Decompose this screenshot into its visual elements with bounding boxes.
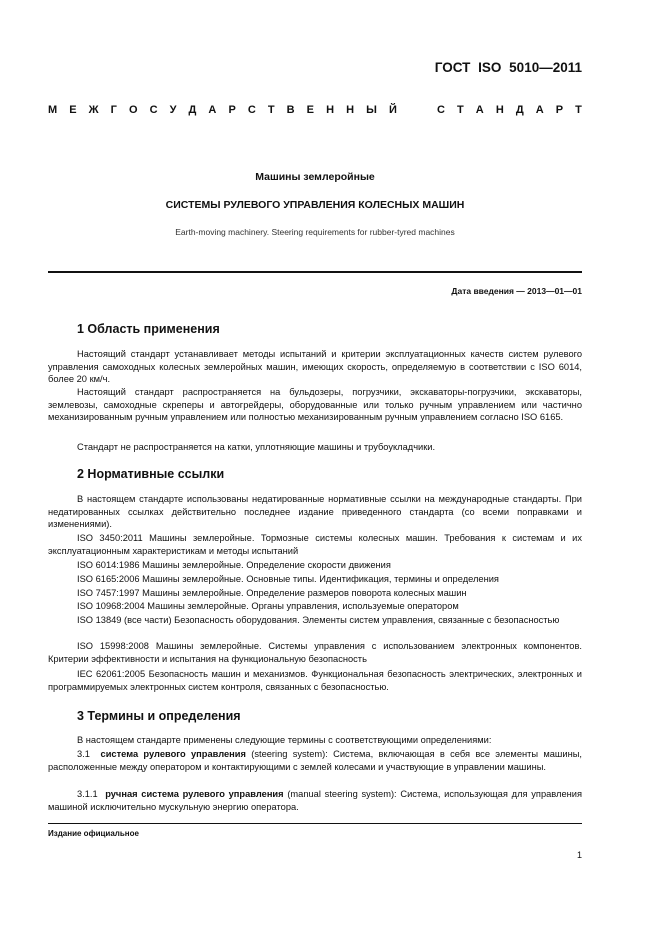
banner-letter: С (436, 104, 445, 116)
banner-letter: Д (515, 104, 524, 116)
banner-letter: Н (326, 104, 335, 116)
reference-item: IEC 62061:2005 Безопасность машин и механизмов. Функциональная безопасность электрических, электронных и программируемых электронных систем контроля, связанных с безопасностью. (48, 669, 582, 692)
definition-number: 3.1.1 (77, 789, 98, 799)
banner-letter: А (535, 104, 544, 116)
banner-letter: М (48, 104, 58, 116)
banner-letter: В (286, 104, 295, 116)
reference-item: ISO 3450:2011 Машины землеройные. Тормозные системы колесных машин. Требования к системам и их эксплуатационным характеристикам и методы испытаний (48, 533, 582, 556)
section-1-paragraph-3: Стандарт не распространяется на катки, уплотняющие машины и трубоукладчики. (77, 442, 436, 452)
banner-letter: А (475, 104, 484, 116)
banner-letter: О (128, 104, 138, 116)
section-3-heading: 3 Термины и определения (77, 709, 241, 723)
section-1-paragraph-1: Настоящий стандарт устанавливает методы испытаний и критерии эксплуатационных качеств систем рулевого управления самоходных колесных землеройных машин, имеющих скорость, определяемую в соответствии с ISO 6014, более 20 км/ч. (48, 349, 582, 384)
banner-letter: Е (306, 104, 315, 116)
definition-3-1 (48, 748, 582, 773)
document-title: СИСТЕМЫ РУЛЕВОГО УПРАВЛЕНИЯ КОЛЕСНЫХ МАШИН (165, 199, 465, 211)
section-2-paragraph-1: В настоящем стандарте использованы недатированные нормативные ссылки на международные стандарты. При недатированных ссылках действительно последнее издание приведенного стандарта (со всеми поправками и изменениями). (48, 494, 582, 529)
definition-3-1-1 (48, 788, 582, 813)
banner-letter: У (169, 104, 177, 116)
definition-text: (steering system): Система, включающая в себя все элементы машины, расположенные между оператором и контактирующими с землей колесами и участвующие в управлении машины. (48, 749, 582, 772)
definition-text: (manual steering system): Система, использующая для управления машиной исключительно мускульную энергию оператора. (48, 789, 582, 812)
section-1-heading: 1 Область применения (77, 322, 220, 336)
reference-item: ISO 6165:2006 Машины землеройные. Основные типы. Идентификация, термины и определения (77, 574, 499, 584)
banner-letter: Й (388, 104, 397, 116)
banner-letter: Р (555, 104, 564, 116)
banner-letter: Г (110, 104, 117, 116)
reference-item: ISO 15998:2008 Машины землеройные. Системы управления с использованием электронных компонентов. Критерии эффективности и испытания на функциональную безопасность (48, 641, 582, 664)
reference-item: ISO 13849 (все части) Безопасность оборудования. Элементы систем управления, связанные с безопасностью (77, 615, 560, 625)
section-3-paragraph-1: В настоящем стандарте применены следующие термины с соответствующими определениями: (77, 735, 492, 745)
reference-item: ISO 6014:1986 Машины землеройные. Определение скорости движения (77, 560, 391, 570)
document-subtitle: Машины землеройные (255, 171, 375, 183)
banner-letter: С (149, 104, 158, 116)
english-title: Earth-moving machinery. Steering requirements for rubber-tyred machines (175, 227, 455, 237)
section-2-heading: 2 Нормативные ссылки (77, 467, 225, 481)
banner-letter: Т (457, 104, 464, 116)
reference-item: ISO 7457:1997 Машины землеройные. Определение размеров поворота колесных машин (77, 588, 467, 598)
official-edition-label: Издание официальное (48, 829, 139, 838)
section-1-paragraph-2: Настоящий стандарт распространяется на бульдозеры, погрузчики, экскаваторы-погрузчики, экскаваторы, землевозы, самоходные скреперы и автогрейдеры, оборудованные или только ручным управлением или частично механизированным ручным управлением или полностью механизированным ручным управлением согласно ISO 6165. (48, 387, 582, 422)
defined-term: ручная система рулевого управления (105, 789, 284, 799)
defined-term: система рулевого управления (100, 749, 246, 759)
banner-letter: Р (228, 104, 236, 116)
banner-letter: Д (188, 104, 197, 116)
document-code: ГОСТ ISO 5010—2011 (434, 60, 582, 75)
interstate-standard-banner (48, 104, 582, 116)
banner-word-gap (409, 104, 425, 116)
reference-item: ISO 10968:2004 Машины землеройные. Органы управления, используемые оператором (77, 601, 459, 611)
banner-letter: Ж (88, 104, 99, 116)
definition-number: 3.1 (77, 749, 90, 759)
header-rule (48, 271, 582, 273)
page-number: 1 (576, 850, 582, 860)
footer-rule (48, 823, 582, 824)
introduction-date: Дата введения — 2013—01—01 (451, 286, 582, 296)
banner-letter: Е (69, 104, 77, 116)
banner-letter: Ы (366, 104, 377, 116)
banner-letter: Н (495, 104, 504, 116)
banner-letter: А (208, 104, 217, 116)
banner-letter: Т (267, 104, 275, 116)
banner-letter: Т (575, 104, 582, 116)
banner-letter: Н (346, 104, 355, 116)
banner-letter: С (247, 104, 256, 116)
